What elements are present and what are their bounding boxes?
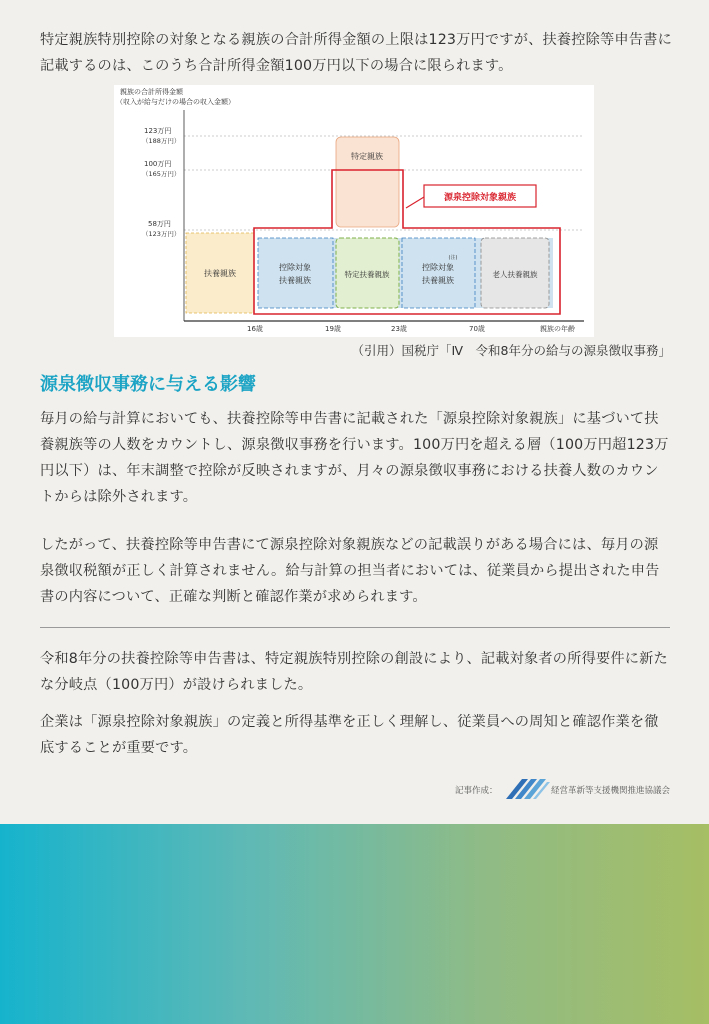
- credit: [455, 777, 685, 801]
- intro-paragraph: 特定親族特別控除の対象となる親族の合計所得金額の上限は123万円ですが、扶養控除等申告書に記載するのは、このうち合計所得金額100万円以下の場合に限られます。: [40, 32, 672, 74]
- divider: [40, 627, 670, 628]
- note-mark: (注): [448, 255, 458, 261]
- tokutei-shinzoku-box: [336, 137, 399, 227]
- y-axis-subtitle: （収入が給与だけの場合の収入金額）: [116, 98, 235, 106]
- x-axis-title: 親族の年齢: [540, 325, 575, 333]
- gensen-label: 源泉控除対象親族: [443, 193, 517, 203]
- x-tick-label: 70歳: [469, 325, 485, 333]
- y-tick-sublabel: （165万円）: [142, 170, 181, 178]
- citation: （引用）国税庁「Ⅳ 令和8年分の給与の源泉徴収事務」: [351, 343, 671, 358]
- y-tick-label: 58万円: [148, 220, 171, 228]
- kojo-taisho-label-2: 扶養親族: [279, 276, 311, 285]
- x-tick-label: 16歳: [247, 325, 263, 333]
- tokutei-fuyo-label: 特定扶養親族: [344, 270, 390, 279]
- stripes-logo-icon: [506, 779, 550, 799]
- paragraph: 毎月の給与計算においても、扶養控除等申告書に記載された「源泉控除対象親族」に基づいて扶養親族等の人数をカウントし、源泉徴収事務を行います。100万円を超える層（100万円超123万円以下）は、年末調整で控除が反映されますが、月々の源泉徴収事務における扶養人数のカウントからは除外されます。: [40, 411, 669, 505]
- kojo-taisho-label-1b: 控除対象: [422, 263, 454, 272]
- x-tick-label: 19歳: [325, 325, 341, 333]
- rojin-fuyo-label: 老人扶養親族: [492, 270, 538, 279]
- income-limit-diagram: [114, 85, 594, 337]
- paragraph: 企業は「源泉控除対象親族」の定義と所得基準を正しく理解し、従業員への周知と確認作業を徹底することが重要です。: [40, 714, 659, 756]
- credit-label: 記事作成：: [455, 786, 498, 796]
- fuyo-shinzoku-label: 扶養親族: [204, 269, 236, 278]
- paragraph: したがって、扶養控除等申告書にて源泉控除対象親族などの記載誤りがある場合には、毎月の源泉徴収税額が正しく計算されません。給与計算の担当者においては、従業員から提出された申告書の内容について、正確な判断と確認作業が求められます。: [40, 537, 660, 605]
- tokutei-shinzoku-label: 特定親族: [351, 152, 383, 161]
- footer-gradient-band: [0, 824, 709, 1024]
- y-tick-label: 123万円: [144, 127, 172, 135]
- y-axis-title: 親族の合計所得金額: [120, 88, 183, 96]
- kojo-taisho-label-2b: 扶養親族: [422, 276, 454, 285]
- x-tick-label: 23歳: [391, 325, 407, 333]
- y-tick-sublabel: （123万円）: [142, 230, 181, 238]
- kojo-taisho-label-1: 控除対象: [279, 263, 311, 272]
- paragraph: 令和8年分の扶養控除等申告書は、特定親族特別控除の創設により、記載対象者の所得要件に新たな分岐点（100万円）が設けられました。: [40, 651, 668, 693]
- y-tick-label: 100万円: [144, 160, 172, 168]
- y-tick-sublabel: （188万円）: [142, 137, 181, 145]
- section-title: 源泉徴収事務に与える影響: [40, 374, 256, 395]
- org-name: 経営革新等支援機関推進協議会: [551, 786, 671, 796]
